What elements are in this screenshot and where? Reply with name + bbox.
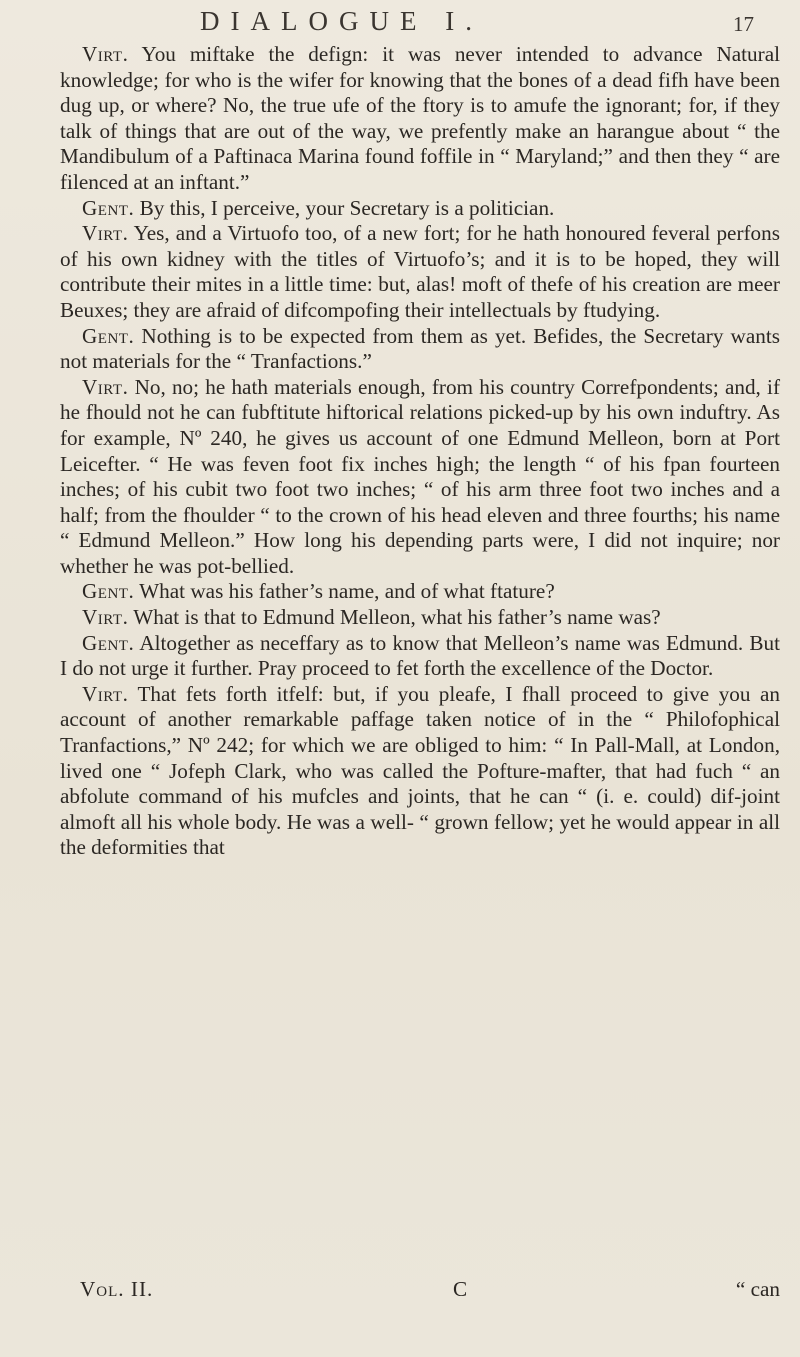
- speaker-label: Gent.: [82, 630, 135, 655]
- speaker-label: Gent.: [82, 323, 135, 348]
- paragraph-text: What is that to Edmund Melleon, what his father’s name was?: [128, 605, 661, 630]
- body-text: [60, 42, 780, 861]
- page-number: 17: [733, 12, 754, 36]
- volume-label: Vol. II.: [80, 1277, 154, 1301]
- paragraph-text: You miftake the defign: it was never intended to advance Natural knowledge; for who is the wifer for knowing that the bones of a dead fifh have been dug up, or where? No, the true ufe of the ftory is to amufe the ignorant; for, if they talk of things that are out of the way, we prefently make an harangue about “ the Mandibulum of a Paftinaca Marina found foffile in “ Maryland;” and then they “ are filenced at an inftant.”: [60, 42, 780, 194]
- dialogue-paragraph: [60, 324, 780, 375]
- speaker-label: Gent.: [82, 195, 135, 220]
- speaker-label: Gent.: [82, 579, 135, 604]
- paragraph-text: No, no; he hath materials enough, from his country Correfpondents; and, if he fhould not he can fubftitute hiftorical relations picked-up by his own induftry. As for example, Nº 240, he gives us account of one Edmund Melleon, born at Port Leicefter. “ He was feven foot fix inches high; the length “ of his fpan fourteen inches; of his cubit two foot two inches; “ of his arm three foot two inches and a half; from the fhoulder “ to the crown of his head eleven and three fourths; his name “ Edmund Melleon.” How long his depending parts were, I did not inquire; nor whether he was pot-bellied.: [60, 374, 780, 578]
- dialogue-paragraph: [60, 579, 780, 605]
- dialogue-paragraph: [60, 375, 780, 580]
- paragraph-text: Nothing is to be expected from them as yet. Befides, the Secretary wants not materials for the “ Tranfactions.”: [60, 323, 780, 374]
- dialogue-paragraph: [60, 221, 780, 323]
- speaker-label: Virt.: [82, 42, 129, 66]
- dialogue-paragraph: [60, 682, 780, 861]
- running-head: DIALOGUE I.: [200, 6, 483, 36]
- speaker-label: Virt.: [82, 374, 129, 399]
- speaker-label: Virt.: [82, 221, 129, 246]
- paragraph-text: What was his father’s name, and of what ftature?: [134, 579, 555, 604]
- paragraph-text: Yes, and a Virtuofo too, of a new fort; for he hath honoured feveral perfons of his own kidney with the titles of Virtuofo’s; and it is to be hoped, they will contribute their mites in a little time: but, alas! moft of thefe of his creation are meer Beuxes; they are afraid of difcompofing their intellectuals by ftudying.: [60, 221, 780, 322]
- paragraph-text: By this, I perceive, your Secretary is a politician.: [134, 195, 555, 220]
- speaker-label: Virt.: [82, 605, 129, 630]
- speaker-label: Virt.: [82, 681, 129, 706]
- dialogue-paragraph: [60, 196, 780, 222]
- paragraph-text: Altogether as neceffary as to know that Melleon’s name was Edmund. But I do not urge it further. Pray proceed to fet forth the excellence of the Doctor.: [60, 630, 780, 681]
- signature-mark: C: [453, 1277, 468, 1301]
- paragraph-text: That fets forth itfelf: but, if you pleafe, I fhall proceed to give you an account of another remarkable paffage taken notice of in the “ Philofophical Tranfactions,” Nº 242; for which we are obliged to him: “ In Pall-Mall, at London, lived one “ Jofeph Clark, who was called the Pofture-mafter, that had fuch “ an abfolute command of his mufcles and joints, that he can “ (i. e. could) dif-joint almoft all his whole body. He was a well- “ grown fellow; yet he would appear in all the deformities that: [60, 681, 780, 860]
- catchword: “ can: [735, 1277, 780, 1301]
- dialogue-paragraph: [60, 42, 780, 196]
- dialogue-paragraph: [60, 605, 780, 631]
- dialogue-paragraph: [60, 631, 780, 682]
